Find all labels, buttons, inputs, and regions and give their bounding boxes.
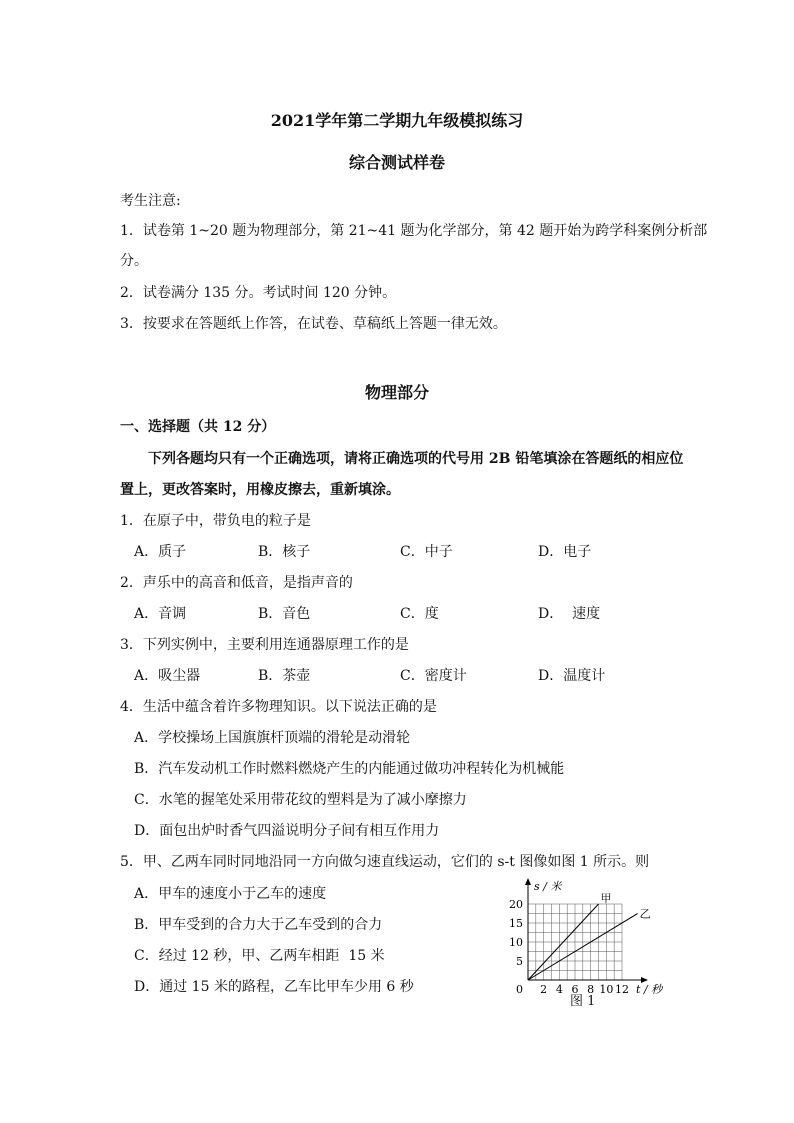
x-tick-label: 6 xyxy=(571,983,579,996)
question-4-option-c[interactable]: C．水笔的握笔处采用带花纹的塑料是为了减小摩擦力 xyxy=(134,792,467,808)
question-1-option-d[interactable]: D．电子 xyxy=(538,544,592,560)
x-tick-label: 8 xyxy=(587,983,595,996)
x-axis-label: t / 秒 xyxy=(636,983,663,996)
x-tick-label: 2 xyxy=(540,983,548,996)
question-5-option-a[interactable]: A．甲车的速度小于乙车的速度 xyxy=(134,886,327,902)
y-tick-label: 10 xyxy=(509,936,523,949)
exam-title: 2021学年第二学期九年级模拟练习 xyxy=(270,111,524,130)
instruction-line-1: 下列各题均只有一个正确选项，请将正确选项的代号用 2B 铅笔填涂在答题纸的相应位 xyxy=(148,451,684,467)
x-tick-label: 10 xyxy=(599,983,614,996)
question-3-option-b[interactable]: B．茶壶 xyxy=(258,668,311,684)
origin-label: 0 xyxy=(516,983,523,996)
question-4-option-b[interactable]: B．汽车发动机工作时燃料燃烧产生的内能通过做功冲程转化为机械能 xyxy=(134,761,565,777)
section-title: 物理部分 xyxy=(364,383,429,402)
question-3-option-c[interactable]: C．密度计 xyxy=(400,668,467,684)
note-item-1-cont: 分。 xyxy=(120,253,148,269)
graph-labels xyxy=(509,880,664,996)
note-item-1: 1．试卷第 1~20 题为物理部分，第 21~41 题为化学部分，第 42 题开始为跨学科案例分析部 xyxy=(120,223,708,239)
note-item-2: 2．试卷满分 135 分。考试时间 120 分钟。 xyxy=(120,285,397,301)
question-4-stem: 4．生活中蕴含着许多物理知识。以下说法正确的是 xyxy=(120,699,437,715)
x-tick-label: 12 xyxy=(615,983,629,996)
question-1-option-b[interactable]: B．核子 xyxy=(258,544,311,560)
exam-subtitle: 综合测试样卷 xyxy=(348,153,445,172)
question-1-option-c[interactable]: C．中子 xyxy=(400,544,453,560)
question-5-option-c[interactable]: C．经过 12 秒，甲、乙两车相距 15 米 xyxy=(134,948,385,964)
question-5-option-d[interactable]: D．通过 15 米的路程，乙车比甲车少用 6 秒 xyxy=(134,979,414,995)
y-axis-label: s / 米 xyxy=(534,880,562,893)
part-heading: 一、选择题（共 12 分） xyxy=(120,419,276,435)
question-2-option-a[interactable]: A．音调 xyxy=(134,606,187,622)
y-tick-label: 5 xyxy=(516,955,523,968)
question-2-stem: 2．声乐中的高音和低音，是指声音的 xyxy=(120,575,353,591)
question-3-option-a[interactable]: A．吸尘器 xyxy=(134,668,201,684)
question-1-stem: 1．在原子中，带负电的粒子是 xyxy=(120,513,311,529)
notes-heading: 考生注意: xyxy=(120,193,181,209)
question-2-option-b[interactable]: B．音色 xyxy=(258,606,311,622)
series-jia-label: 甲 xyxy=(600,892,612,905)
graph-grid xyxy=(528,904,622,980)
question-3-option-d[interactable]: D．温度计 xyxy=(538,668,606,684)
series-yi-label: 乙 xyxy=(639,907,651,921)
x-tick-label: 4 xyxy=(555,983,563,996)
question-5-option-b[interactable]: B．甲车受到的合力大于乙车受到的合力 xyxy=(134,917,383,933)
y-tick-label: 20 xyxy=(509,898,523,911)
y-axis-arrow xyxy=(525,878,531,885)
question-5-stem: 5．甲、乙两车同时同地沿同一方向做匀速直线运动，它们的 s-t 图像如图 1 所示。则 xyxy=(120,854,650,870)
question-2-option-d[interactable]: D． 速度 xyxy=(538,606,601,622)
note-item-3: 3．按要求在答题纸上作答，在试卷、草稿纸上答题一律无效。 xyxy=(120,316,507,332)
question-3-stem: 3．下列实例中，主要利用连通器原理工作的是 xyxy=(120,637,409,653)
question-1-option-a[interactable]: A．质子 xyxy=(134,544,187,560)
instruction-line-2: 置上，更改答案时，用橡皮擦去，重新填涂。 xyxy=(120,482,400,498)
question-4-option-d[interactable]: D．面包出炉时香气四溢说明分子间有相互作用力 xyxy=(134,823,440,839)
figure-caption: 图 1 xyxy=(570,994,596,1009)
question-4-option-a[interactable]: A．学校操场上国旗旗杆顶端的滑轮是动滑轮 xyxy=(134,730,411,746)
question-2-option-c[interactable]: C．度 xyxy=(400,606,439,622)
y-tick-label: 15 xyxy=(509,917,523,930)
